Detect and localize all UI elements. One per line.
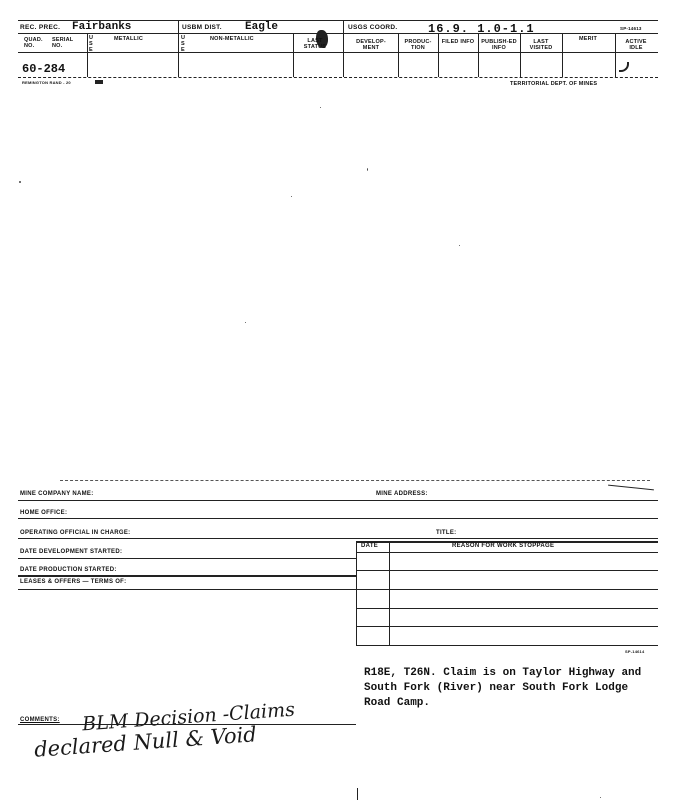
mine-address-label: MINE ADDRESS: [376, 491, 428, 497]
divider [87, 33, 88, 77]
date-col-heading: DATE [361, 543, 379, 549]
speck [600, 797, 601, 798]
last-status-heading: LAST STATUS [303, 38, 327, 50]
title-label: TITLE: [436, 530, 457, 536]
corner-curl [608, 485, 654, 491]
divider [478, 33, 479, 77]
table-rule [356, 570, 658, 571]
divider [343, 20, 344, 77]
divider [615, 33, 616, 77]
leases-label: LEASES & OFFERS — TERMS OF: [20, 579, 127, 585]
table-rule [356, 552, 658, 553]
usbm-dist-label: USBM DIST. [182, 24, 222, 31]
rule [18, 538, 658, 539]
use-flag-1: U S E [89, 35, 94, 53]
reason-col-heading: REASON FOR WORK STOPPAGE [452, 543, 555, 549]
non-metallic-heading: NON-METALLIC [210, 36, 254, 42]
form-number-top: SP-14613 [620, 26, 642, 31]
mine-company-label: MINE COMPANY NAME: [20, 491, 94, 497]
table-rule [356, 626, 658, 627]
table-bottom [356, 645, 658, 646]
table-rule [356, 608, 658, 609]
rec-prec-value: Fairbanks [72, 21, 132, 33]
divider [293, 33, 294, 77]
speck [320, 107, 321, 108]
location-note-line3: Road Camp. [364, 697, 431, 709]
bottom-rule [18, 77, 658, 78]
handwritten-line2: declared Null & Void [33, 722, 258, 762]
usgs-coord-label: USGS COORD. [348, 24, 398, 31]
divider [562, 33, 563, 77]
usgs-coord-value: 16.9. 1.0-1.1 [428, 22, 535, 36]
use-flag-2: U S E [181, 35, 186, 53]
usbm-dist-value: Eagle [245, 21, 279, 33]
territorial-dept: TERRITORIAL DEPT. OF MINES [510, 81, 598, 87]
production-heading: PRODUC-TION [404, 39, 432, 51]
edge-mark [357, 788, 358, 800]
rule [18, 589, 356, 590]
comments-label: COMMENTS: [20, 717, 60, 723]
speck [291, 196, 292, 197]
speck [19, 181, 21, 183]
rule [18, 575, 356, 577]
prod-started-label: DATE PRODUCTION STARTED: [20, 567, 117, 573]
speck [245, 322, 246, 323]
table-divider [389, 541, 390, 645]
table-left [356, 541, 357, 645]
metallic-heading: METALLIC [114, 36, 143, 42]
table-rule [356, 589, 658, 590]
active-idle-heading: ACTIVE IDLE [625, 39, 647, 51]
form-number-bottom: SP-14614 [625, 649, 645, 654]
printer-note: REMINGTON RAND - 20 [22, 80, 71, 85]
fold-line [60, 480, 650, 481]
rec-prec-label: REC. PREC. [20, 24, 61, 31]
divider [178, 20, 179, 77]
filed-info-heading: FILED INFO [441, 39, 475, 45]
handwritten-line1: BLM Decision -Claims [81, 698, 296, 736]
speck [459, 245, 460, 246]
rule [18, 518, 658, 519]
quad-serial-value: 60-284 [22, 62, 66, 76]
location-note-line2: South Fork (River) near South Fork Lodge [364, 682, 629, 694]
speck [367, 168, 368, 171]
checkmark-icon [619, 62, 629, 72]
operating-official-label: OPERATING OFFICIAL IN CHARGE: [20, 530, 131, 536]
merit-heading: MERIT [578, 36, 598, 42]
development-heading: DEVELOP-MENT [356, 39, 386, 51]
divider [398, 33, 399, 77]
quad-no-heading: QUAD. NO. [24, 37, 43, 49]
printer-mark [95, 80, 103, 84]
dev-started-label: DATE DEVELOPMENT STARTED: [20, 549, 123, 555]
rule [18, 558, 356, 559]
location-note-line1: R18E, T26N. Claim is on Taylor Highway and [364, 667, 642, 679]
divider [520, 33, 521, 77]
rule [18, 500, 658, 501]
home-office-label: HOME OFFICE: [20, 510, 68, 516]
serial-no-heading: SERIAL NO. [52, 37, 74, 49]
published-info-heading: PUBLISH-ED INFO [481, 39, 517, 51]
last-visited-heading: LAST VISITED [529, 39, 553, 51]
divider [438, 33, 439, 77]
